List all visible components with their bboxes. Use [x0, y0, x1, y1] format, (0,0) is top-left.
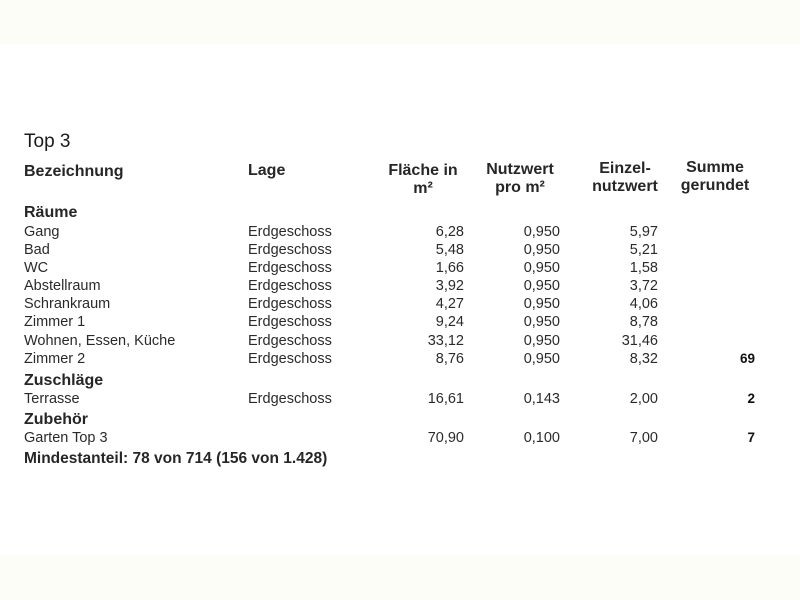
header-nutzwert — [474, 161, 566, 197]
row-nutzwert: 0,950 — [523, 296, 560, 312]
row-einzelnutzwert: 7,00 — [629, 430, 658, 446]
row-lage: Erdgeschoss — [248, 278, 332, 294]
row-nutzwert: 0,143 — [523, 391, 560, 407]
row-nutzwert: 0,950 — [523, 333, 560, 349]
row-flaeche: 70,90 — [427, 430, 464, 446]
table-row — [0, 333, 800, 351]
table-row — [0, 242, 800, 260]
header-einzel-line1: Einzel- — [599, 160, 651, 177]
row-lage: Erdgeschoss — [248, 296, 332, 312]
row-einzelnutzwert: 4,06 — [629, 296, 658, 312]
row-flaeche: 9,24 — [435, 314, 464, 330]
table-row — [0, 391, 800, 409]
row-flaeche: 5,48 — [435, 242, 464, 258]
row-nutzwert: 0,950 — [523, 260, 560, 276]
row-lage: Erdgeschoss — [248, 314, 332, 330]
row-name: Zimmer 1 — [24, 314, 86, 330]
row-name: Abstellraum — [24, 278, 101, 294]
row-summe: 2 — [747, 391, 755, 406]
row-flaeche: 8,76 — [435, 351, 464, 367]
section-zuschlaege: Zuschläge — [24, 372, 104, 389]
row-lage: Erdgeschoss — [248, 242, 332, 258]
mindestanteil-note: Mindestanteil: 78 von 714 (156 von 1.428) — [24, 450, 328, 467]
row-name: Schrankraum — [24, 296, 111, 312]
header-summe — [670, 159, 760, 195]
table-row — [0, 314, 800, 332]
row-name: Terrasse — [24, 391, 80, 407]
row-name: Bad — [24, 242, 50, 258]
row-nutzwert: 0,950 — [523, 314, 560, 330]
row-name: Wohnen, Essen, Küche — [24, 333, 176, 349]
row-lage: Erdgeschoss — [248, 224, 332, 240]
section-zubehoer: Zubehör — [24, 411, 88, 428]
row-lage: Erdgeschoss — [248, 351, 332, 367]
row-einzelnutzwert: 8,78 — [629, 314, 658, 330]
table-row — [0, 430, 800, 448]
header-flaeche-line1: Fläche in — [388, 162, 458, 179]
row-einzelnutzwert: 2,00 — [629, 391, 658, 407]
table-row — [0, 296, 800, 314]
row-flaeche: 3,92 — [435, 278, 464, 294]
row-flaeche: 6,28 — [435, 224, 464, 240]
row-summe: 7 — [747, 430, 755, 445]
row-flaeche: 33,12 — [427, 333, 464, 349]
row-name: Gang — [24, 224, 60, 240]
row-einzelnutzwert: 31,46 — [621, 333, 658, 349]
row-einzelnutzwert: 8,32 — [629, 351, 658, 367]
header-summe-line1: Summe — [686, 159, 744, 176]
header-lage: Lage — [248, 162, 286, 179]
row-flaeche: 16,61 — [427, 391, 464, 407]
header-einzel-line2: nutzwert — [592, 178, 658, 195]
header-summe-line2: gerundet — [680, 177, 750, 194]
row-einzelnutzwert: 5,21 — [629, 242, 658, 258]
table-row — [0, 351, 800, 369]
row-einzelnutzwert: 1,58 — [629, 260, 658, 276]
row-summe: 69 — [739, 351, 755, 366]
row-name: Zimmer 2 — [24, 351, 86, 367]
row-flaeche: 1,66 — [435, 260, 464, 276]
table-row — [0, 224, 800, 242]
row-nutzwert: 0,950 — [523, 278, 560, 294]
row-lage: Erdgeschoss — [248, 260, 332, 276]
row-flaeche: 4,27 — [435, 296, 464, 312]
row-einzelnutzwert: 5,97 — [629, 224, 658, 240]
header-nutzwert-line1: Nutzwert — [486, 161, 554, 178]
header-flaeche-line2: m² — [413, 180, 433, 197]
row-name: Garten Top 3 — [24, 430, 108, 446]
row-nutzwert: 0,950 — [523, 224, 560, 240]
header-einzelnutzwert — [580, 160, 670, 196]
row-lage: Erdgeschoss — [248, 333, 332, 349]
table-row — [0, 260, 800, 278]
row-nutzwert: 0,100 — [523, 430, 560, 446]
section-raeume: Räume — [24, 204, 78, 221]
row-nutzwert: 0,950 — [523, 242, 560, 258]
header-bezeichnung: Bezeichnung — [24, 163, 124, 180]
row-name: WC — [24, 260, 49, 276]
row-lage: Erdgeschoss — [248, 391, 332, 407]
page-title: Top 3 — [24, 131, 71, 152]
row-nutzwert: 0,950 — [523, 351, 560, 367]
table-row — [0, 278, 800, 296]
row-einzelnutzwert: 3,72 — [629, 278, 658, 294]
header-nutzwert-line2: pro m² — [495, 179, 545, 196]
header-flaeche — [378, 162, 468, 198]
